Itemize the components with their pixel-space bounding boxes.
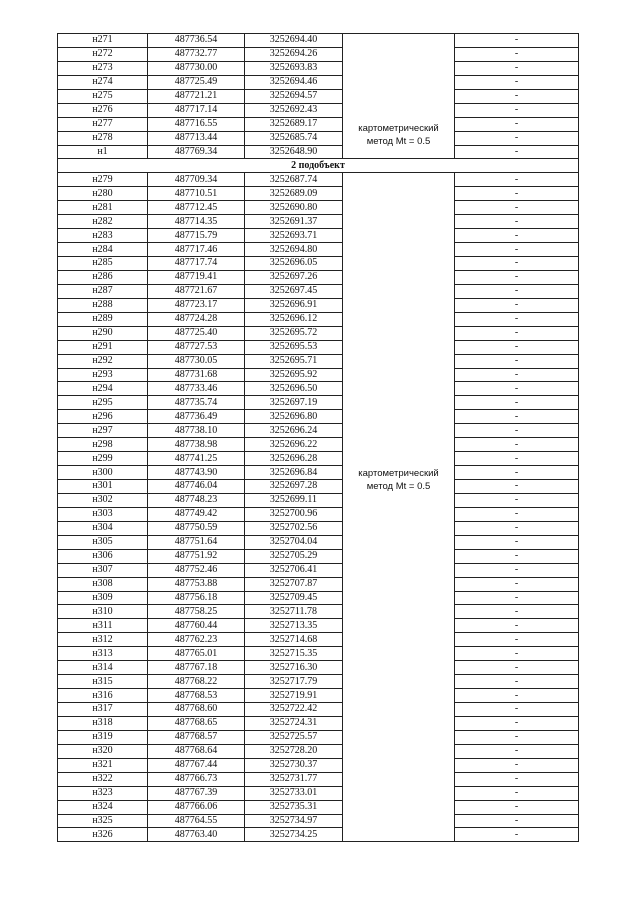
point-number-cell: н321: [58, 758, 148, 772]
mark-cell: -: [455, 730, 579, 744]
y-coordinate-cell: 3252687.74: [245, 173, 343, 187]
mark-cell: -: [455, 716, 579, 730]
mark-cell: -: [455, 410, 579, 424]
y-coordinate-cell: 3252696.12: [245, 312, 343, 326]
table-row: [58, 675, 579, 689]
y-coordinate-cell: 3252702.56: [245, 521, 343, 535]
table-row: [58, 326, 579, 340]
y-coordinate-cell: 3252697.26: [245, 270, 343, 284]
y-coordinate-cell: 3252648.90: [245, 145, 343, 159]
table-row: [58, 563, 579, 577]
x-coordinate-cell: 487714.35: [148, 215, 245, 229]
mark-cell: -: [455, 814, 579, 828]
table-row: [58, 716, 579, 730]
x-coordinate-cell: 487716.55: [148, 117, 245, 131]
y-coordinate-cell: 3252690.80: [245, 201, 343, 215]
table-row: [58, 75, 579, 89]
table-row: [58, 521, 579, 535]
y-coordinate-cell: 3252695.92: [245, 368, 343, 382]
table-row: [58, 438, 579, 452]
x-coordinate-cell: 487731.68: [148, 368, 245, 382]
point-number-cell: н296: [58, 410, 148, 424]
y-coordinate-cell: 3252696.80: [245, 410, 343, 424]
mark-cell: -: [455, 229, 579, 243]
mark-cell: -: [455, 619, 579, 633]
coordinates-table: [57, 33, 579, 842]
mark-cell: -: [455, 284, 579, 298]
x-coordinate-cell: 487768.60: [148, 703, 245, 717]
point-number-cell: н306: [58, 549, 148, 563]
table-row: [58, 800, 579, 814]
x-coordinate-cell: 487725.40: [148, 326, 245, 340]
point-number-cell: н278: [58, 131, 148, 145]
mark-cell: -: [455, 772, 579, 786]
x-coordinate-cell: 487760.44: [148, 619, 245, 633]
point-number-cell: н276: [58, 103, 148, 117]
point-number-cell: н291: [58, 340, 148, 354]
y-coordinate-cell: 3252719.91: [245, 689, 343, 703]
y-coordinate-cell: 3252697.28: [245, 480, 343, 494]
table-row: [58, 591, 579, 605]
point-number-cell: н273: [58, 61, 148, 75]
x-coordinate-cell: 487751.64: [148, 535, 245, 549]
x-coordinate-cell: 487746.04: [148, 480, 245, 494]
table-row: [58, 424, 579, 438]
point-number-cell: н305: [58, 535, 148, 549]
table-row: [58, 744, 579, 758]
y-coordinate-cell: 3252724.31: [245, 716, 343, 730]
mark-cell: -: [455, 647, 579, 661]
mark-cell: -: [455, 382, 579, 396]
point-number-cell: н313: [58, 647, 148, 661]
mark-cell: -: [455, 187, 579, 201]
point-number-cell: н282: [58, 215, 148, 229]
subobject-header-row: [58, 159, 579, 173]
mark-cell: -: [455, 466, 579, 480]
x-coordinate-cell: 487712.45: [148, 201, 245, 215]
x-coordinate-cell: 487715.79: [148, 229, 245, 243]
point-number-cell: н310: [58, 605, 148, 619]
point-number-cell: н314: [58, 661, 148, 675]
x-coordinate-cell: 487768.57: [148, 730, 245, 744]
mark-cell: -: [455, 75, 579, 89]
mark-cell: -: [455, 312, 579, 326]
table-row: [58, 340, 579, 354]
mark-cell: -: [455, 117, 579, 131]
x-coordinate-cell: 487758.25: [148, 605, 245, 619]
mark-cell: -: [455, 270, 579, 284]
x-coordinate-cell: 487717.74: [148, 257, 245, 271]
mark-cell: -: [455, 800, 579, 814]
point-number-cell: н308: [58, 577, 148, 591]
x-coordinate-cell: 487766.73: [148, 772, 245, 786]
point-number-cell: н307: [58, 563, 148, 577]
table-row: [58, 633, 579, 647]
table-row: [58, 298, 579, 312]
table-row: [58, 549, 579, 563]
point-number-cell: н319: [58, 730, 148, 744]
y-coordinate-cell: 3252716.30: [245, 661, 343, 675]
table-row: [58, 34, 579, 48]
y-coordinate-cell: 3252704.04: [245, 535, 343, 549]
x-coordinate-cell: 487750.59: [148, 521, 245, 535]
y-coordinate-cell: 3252693.83: [245, 61, 343, 75]
point-number-cell: н292: [58, 354, 148, 368]
mark-cell: -: [455, 47, 579, 61]
mark-cell: -: [455, 368, 579, 382]
y-coordinate-cell: 3252709.45: [245, 591, 343, 605]
y-coordinate-cell: 3252711.78: [245, 605, 343, 619]
x-coordinate-cell: 487748.23: [148, 493, 245, 507]
table-row: [58, 577, 579, 591]
mark-cell: -: [455, 89, 579, 103]
point-number-cell: н301: [58, 480, 148, 494]
y-coordinate-cell: 3252696.50: [245, 382, 343, 396]
point-number-cell: н315: [58, 675, 148, 689]
point-number-cell: н286: [58, 270, 148, 284]
table-row: [58, 229, 579, 243]
mark-cell: -: [455, 661, 579, 675]
y-coordinate-cell: 3252694.40: [245, 34, 343, 48]
x-coordinate-cell: 487721.67: [148, 284, 245, 298]
table-row: [58, 145, 579, 159]
y-coordinate-cell: 3252733.01: [245, 786, 343, 800]
y-coordinate-cell: 3252734.97: [245, 814, 343, 828]
mark-cell: -: [455, 703, 579, 717]
mark-cell: -: [455, 326, 579, 340]
x-coordinate-cell: 487768.65: [148, 716, 245, 730]
x-coordinate-cell: 487725.49: [148, 75, 245, 89]
mark-cell: -: [455, 257, 579, 271]
table-row: [58, 703, 579, 717]
point-number-cell: н322: [58, 772, 148, 786]
mark-cell: -: [455, 689, 579, 703]
mark-cell: -: [455, 563, 579, 577]
y-coordinate-cell: 3252734.25: [245, 828, 343, 842]
x-coordinate-cell: 487710.51: [148, 187, 245, 201]
mark-cell: -: [455, 577, 579, 591]
point-number-cell: н284: [58, 243, 148, 257]
x-coordinate-cell: 487751.92: [148, 549, 245, 563]
mark-cell: -: [455, 103, 579, 117]
mark-cell: -: [455, 34, 579, 48]
y-coordinate-cell: 3252694.57: [245, 89, 343, 103]
subobject-title: 2 подобъект: [58, 159, 579, 173]
mark-cell: -: [455, 605, 579, 619]
y-coordinate-cell: 3252693.71: [245, 229, 343, 243]
mark-cell: -: [455, 744, 579, 758]
measurement-method-cell: [343, 173, 455, 842]
y-coordinate-cell: 3252689.09: [245, 187, 343, 201]
point-number-cell: н294: [58, 382, 148, 396]
table-row: [58, 89, 579, 103]
y-coordinate-cell: 3252695.71: [245, 354, 343, 368]
x-coordinate-cell: 487768.64: [148, 744, 245, 758]
point-number-cell: н300: [58, 466, 148, 480]
point-number-cell: н1: [58, 145, 148, 159]
point-number-cell: н297: [58, 424, 148, 438]
y-coordinate-cell: 3252694.80: [245, 243, 343, 257]
table-row: [58, 131, 579, 145]
point-number-cell: н287: [58, 284, 148, 298]
x-coordinate-cell: 487721.21: [148, 89, 245, 103]
point-number-cell: н279: [58, 173, 148, 187]
method-accuracy: метод Mt = 0.5: [366, 136, 431, 148]
point-number-cell: н320: [58, 744, 148, 758]
table-row: [58, 661, 579, 675]
x-coordinate-cell: 487733.46: [148, 382, 245, 396]
mark-cell: -: [455, 591, 579, 605]
table-row: [58, 730, 579, 744]
y-coordinate-cell: 3252707.87: [245, 577, 343, 591]
y-coordinate-cell: 3252696.24: [245, 424, 343, 438]
table-row: [58, 187, 579, 201]
y-coordinate-cell: 3252696.91: [245, 298, 343, 312]
x-coordinate-cell: 487713.44: [148, 131, 245, 145]
x-coordinate-cell: 487765.01: [148, 647, 245, 661]
mark-cell: -: [455, 145, 579, 159]
x-coordinate-cell: 487749.42: [148, 507, 245, 521]
point-number-cell: н304: [58, 521, 148, 535]
table-row: [58, 312, 579, 326]
point-number-cell: н311: [58, 619, 148, 633]
mark-cell: -: [455, 201, 579, 215]
mark-cell: -: [455, 549, 579, 563]
y-coordinate-cell: 3252722.42: [245, 703, 343, 717]
y-coordinate-cell: 3252692.43: [245, 103, 343, 117]
y-coordinate-cell: 3252696.05: [245, 257, 343, 271]
table-row: [58, 215, 579, 229]
table-row: [58, 605, 579, 619]
method-name: картометрический: [358, 123, 439, 135]
y-coordinate-cell: 3252725.57: [245, 730, 343, 744]
table-row: [58, 452, 579, 466]
point-number-cell: н290: [58, 326, 148, 340]
mark-cell: -: [455, 243, 579, 257]
x-coordinate-cell: 487753.88: [148, 577, 245, 591]
x-coordinate-cell: 487767.18: [148, 661, 245, 675]
coordinates-table-body: [58, 34, 579, 842]
x-coordinate-cell: 487762.23: [148, 633, 245, 647]
y-coordinate-cell: 3252715.35: [245, 647, 343, 661]
y-coordinate-cell: 3252694.26: [245, 47, 343, 61]
x-coordinate-cell: 487736.54: [148, 34, 245, 48]
y-coordinate-cell: 3252697.19: [245, 396, 343, 410]
table-row: [58, 619, 579, 633]
x-coordinate-cell: 487763.40: [148, 828, 245, 842]
mark-cell: -: [455, 131, 579, 145]
table-row: [58, 103, 579, 117]
point-number-cell: н295: [58, 396, 148, 410]
mark-cell: -: [455, 675, 579, 689]
y-coordinate-cell: 3252700.96: [245, 507, 343, 521]
point-number-cell: н272: [58, 47, 148, 61]
y-coordinate-cell: 3252714.68: [245, 633, 343, 647]
x-coordinate-cell: 487752.46: [148, 563, 245, 577]
x-coordinate-cell: 487727.53: [148, 340, 245, 354]
mark-cell: -: [455, 215, 579, 229]
y-coordinate-cell: 3252706.41: [245, 563, 343, 577]
table-row: [58, 61, 579, 75]
table-row: [58, 410, 579, 424]
y-coordinate-cell: 3252717.79: [245, 675, 343, 689]
mark-cell: -: [455, 521, 579, 535]
x-coordinate-cell: 487709.34: [148, 173, 245, 187]
x-coordinate-cell: 487767.44: [148, 758, 245, 772]
y-coordinate-cell: 3252705.29: [245, 549, 343, 563]
x-coordinate-cell: 487767.39: [148, 786, 245, 800]
table-row: [58, 535, 579, 549]
table-row: [58, 201, 579, 215]
y-coordinate-cell: 3252694.46: [245, 75, 343, 89]
mark-cell: -: [455, 535, 579, 549]
method-accuracy: метод Mt = 0.5: [366, 481, 431, 493]
y-coordinate-cell: 3252691.37: [245, 215, 343, 229]
mark-cell: -: [455, 507, 579, 521]
y-coordinate-cell: 3252695.72: [245, 326, 343, 340]
mark-cell: -: [455, 438, 579, 452]
point-number-cell: н323: [58, 786, 148, 800]
table-row: [58, 480, 579, 494]
x-coordinate-cell: 487738.10: [148, 424, 245, 438]
x-coordinate-cell: 487764.55: [148, 814, 245, 828]
point-number-cell: н275: [58, 89, 148, 103]
point-number-cell: н309: [58, 591, 148, 605]
mark-cell: -: [455, 633, 579, 647]
x-coordinate-cell: 487735.74: [148, 396, 245, 410]
table-row: [58, 368, 579, 382]
x-coordinate-cell: 487723.17: [148, 298, 245, 312]
y-coordinate-cell: 3252696.22: [245, 438, 343, 452]
table-row: [58, 382, 579, 396]
point-number-cell: н289: [58, 312, 148, 326]
x-coordinate-cell: 487724.28: [148, 312, 245, 326]
point-number-cell: н288: [58, 298, 148, 312]
x-coordinate-cell: 487738.98: [148, 438, 245, 452]
x-coordinate-cell: 487768.22: [148, 675, 245, 689]
y-coordinate-cell: 3252696.84: [245, 466, 343, 480]
mark-cell: -: [455, 340, 579, 354]
mark-cell: -: [455, 786, 579, 800]
point-number-cell: н302: [58, 493, 148, 507]
method-name: картометрический: [358, 468, 439, 480]
x-coordinate-cell: 487732.77: [148, 47, 245, 61]
y-coordinate-cell: 3252685.74: [245, 131, 343, 145]
table-row: [58, 507, 579, 521]
point-number-cell: н293: [58, 368, 148, 382]
point-number-cell: н281: [58, 201, 148, 215]
x-coordinate-cell: 487756.18: [148, 591, 245, 605]
mark-cell: -: [455, 396, 579, 410]
point-number-cell: н326: [58, 828, 148, 842]
mark-cell: -: [455, 828, 579, 842]
point-number-cell: н277: [58, 117, 148, 131]
point-number-cell: н283: [58, 229, 148, 243]
point-number-cell: н316: [58, 689, 148, 703]
table-row: [58, 257, 579, 271]
table-row: [58, 689, 579, 703]
y-coordinate-cell: 3252696.28: [245, 452, 343, 466]
y-coordinate-cell: 3252695.53: [245, 340, 343, 354]
point-number-cell: н299: [58, 452, 148, 466]
point-number-cell: н303: [58, 507, 148, 521]
mark-cell: -: [455, 61, 579, 75]
x-coordinate-cell: 487743.90: [148, 466, 245, 480]
point-number-cell: н325: [58, 814, 148, 828]
x-coordinate-cell: 487730.00: [148, 61, 245, 75]
point-number-cell: н318: [58, 716, 148, 730]
table-row: [58, 354, 579, 368]
x-coordinate-cell: 487741.25: [148, 452, 245, 466]
table-row: [58, 173, 579, 187]
point-number-cell: н312: [58, 633, 148, 647]
mark-cell: -: [455, 493, 579, 507]
y-coordinate-cell: 3252735.31: [245, 800, 343, 814]
x-coordinate-cell: 487736.49: [148, 410, 245, 424]
x-coordinate-cell: 487766.06: [148, 800, 245, 814]
point-number-cell: н271: [58, 34, 148, 48]
table-row: [58, 493, 579, 507]
y-coordinate-cell: 3252697.45: [245, 284, 343, 298]
table-row: [58, 786, 579, 800]
table-row: [58, 117, 579, 131]
x-coordinate-cell: 487769.34: [148, 145, 245, 159]
mark-cell: -: [455, 480, 579, 494]
table-row: [58, 828, 579, 842]
y-coordinate-cell: 3252699.11: [245, 493, 343, 507]
mark-cell: -: [455, 452, 579, 466]
point-number-cell: н298: [58, 438, 148, 452]
mark-cell: -: [455, 298, 579, 312]
table-row: [58, 270, 579, 284]
x-coordinate-cell: 487719.41: [148, 270, 245, 284]
point-number-cell: н285: [58, 257, 148, 271]
y-coordinate-cell: 3252728.20: [245, 744, 343, 758]
mark-cell: -: [455, 173, 579, 187]
y-coordinate-cell: 3252713.35: [245, 619, 343, 633]
table-row: [58, 47, 579, 61]
measurement-method-cell: [343, 34, 455, 159]
point-number-cell: н317: [58, 703, 148, 717]
table-row: [58, 396, 579, 410]
y-coordinate-cell: 3252730.37: [245, 758, 343, 772]
x-coordinate-cell: 487730.05: [148, 354, 245, 368]
point-number-cell: н324: [58, 800, 148, 814]
table-row: [58, 772, 579, 786]
x-coordinate-cell: 487717.14: [148, 103, 245, 117]
table-row: [58, 284, 579, 298]
mark-cell: -: [455, 354, 579, 368]
table-row: [58, 758, 579, 772]
table-row: [58, 466, 579, 480]
table-row: [58, 814, 579, 828]
table-row: [58, 243, 579, 257]
point-number-cell: н280: [58, 187, 148, 201]
x-coordinate-cell: 487768.53: [148, 689, 245, 703]
table-row: [58, 647, 579, 661]
mark-cell: -: [455, 758, 579, 772]
point-number-cell: н274: [58, 75, 148, 89]
y-coordinate-cell: 3252689.17: [245, 117, 343, 131]
y-coordinate-cell: 3252731.77: [245, 772, 343, 786]
x-coordinate-cell: 487717.46: [148, 243, 245, 257]
mark-cell: -: [455, 424, 579, 438]
